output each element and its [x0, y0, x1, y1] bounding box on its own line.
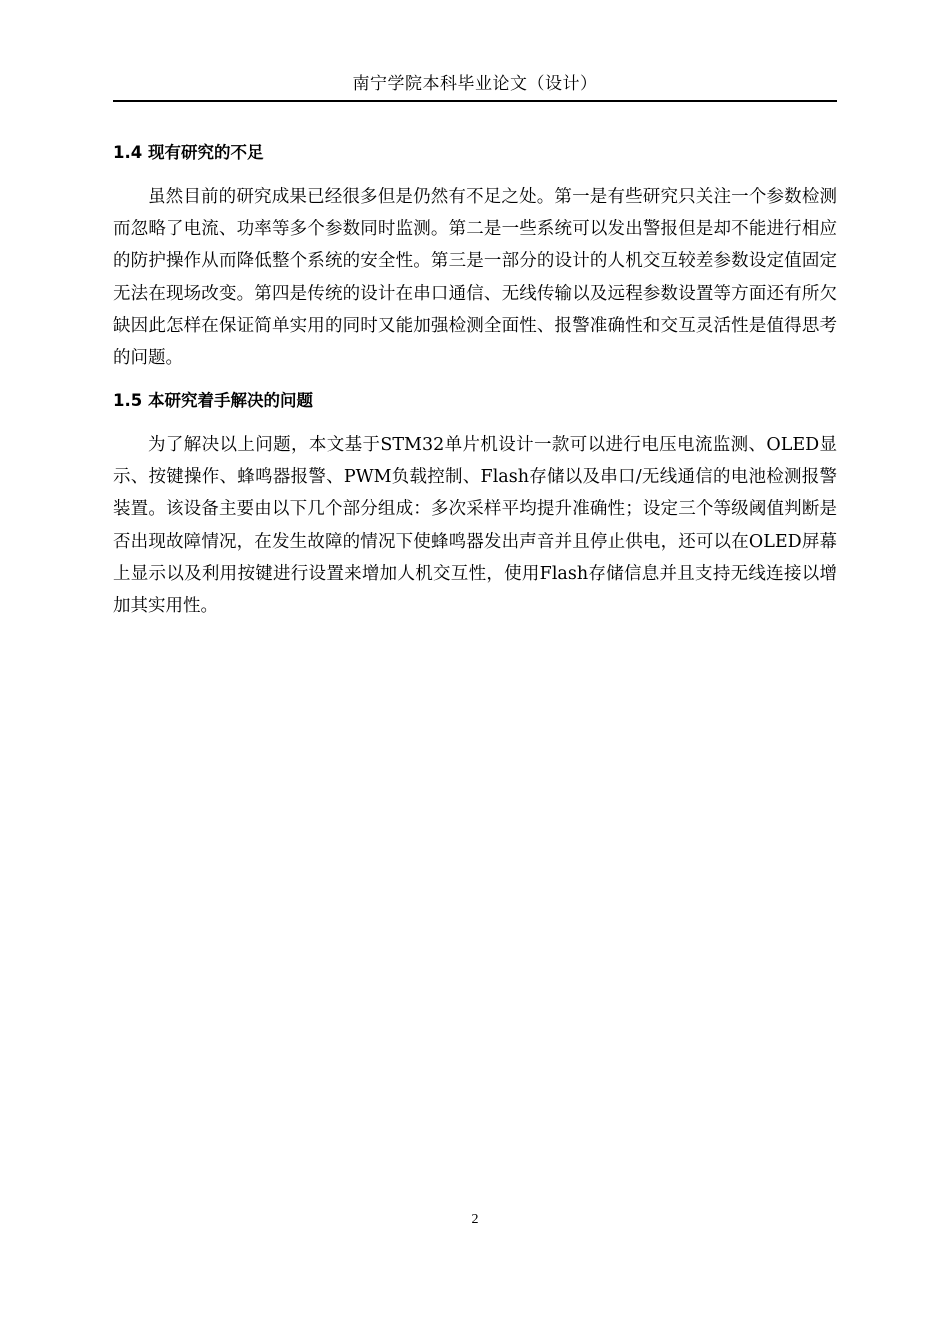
section-heading-1-5: 1.5 本研究着手解决的问题	[113, 391, 313, 410]
running-header: 南宁学院本科毕业论文（设计）	[352, 74, 598, 94]
header-divider	[113, 100, 837, 102]
section-paragraph-1-4: 虽然目前的研究成果已经很多但是仍然有不足之处。第一是有些研究只关注一个参数检测而忽略了电流、功率等多个参数同时监测。第二是一些系统可以发出警报但是却不能进行相应的防护操作从而降低整个系统的安全性。第三是一部分的设计的人机交互较差参数设定值固定无法在现场改变。第四是传统的设计在串口通信、无线传输以及远程参数设置等方面还有所欠缺因此怎样在保证简单实用的同时又能加强检测全面性、报警准确性和交互灵活性是值得思考的问题。	[113, 187, 837, 369]
section-heading-1-4: 1.4 现有研究的不足	[113, 143, 264, 162]
section-paragraph-1-5: 为了解决以上问题，本文基于STM32单片机设计一款可以进行电压电流监测、OLED显示、按键操作、蜂鸣器报警、PWM负载控制、Flash存储以及串口/无线通信的电池检测报警装置。该设备主要由以下几个部分组成：多次采样平均提升准确性；设定三个等级阈值判断是否出现故障情况，在发生故障的情况下使蜂鸣器发出声音并且停止供电，还可以在OLED屏幕上显示以及利用按键进行设置来增加人机交互性，使用Flash存储信息并且支持无线连接以增加其实用性。	[113, 435, 837, 617]
page-number: 2	[471, 1212, 479, 1227]
